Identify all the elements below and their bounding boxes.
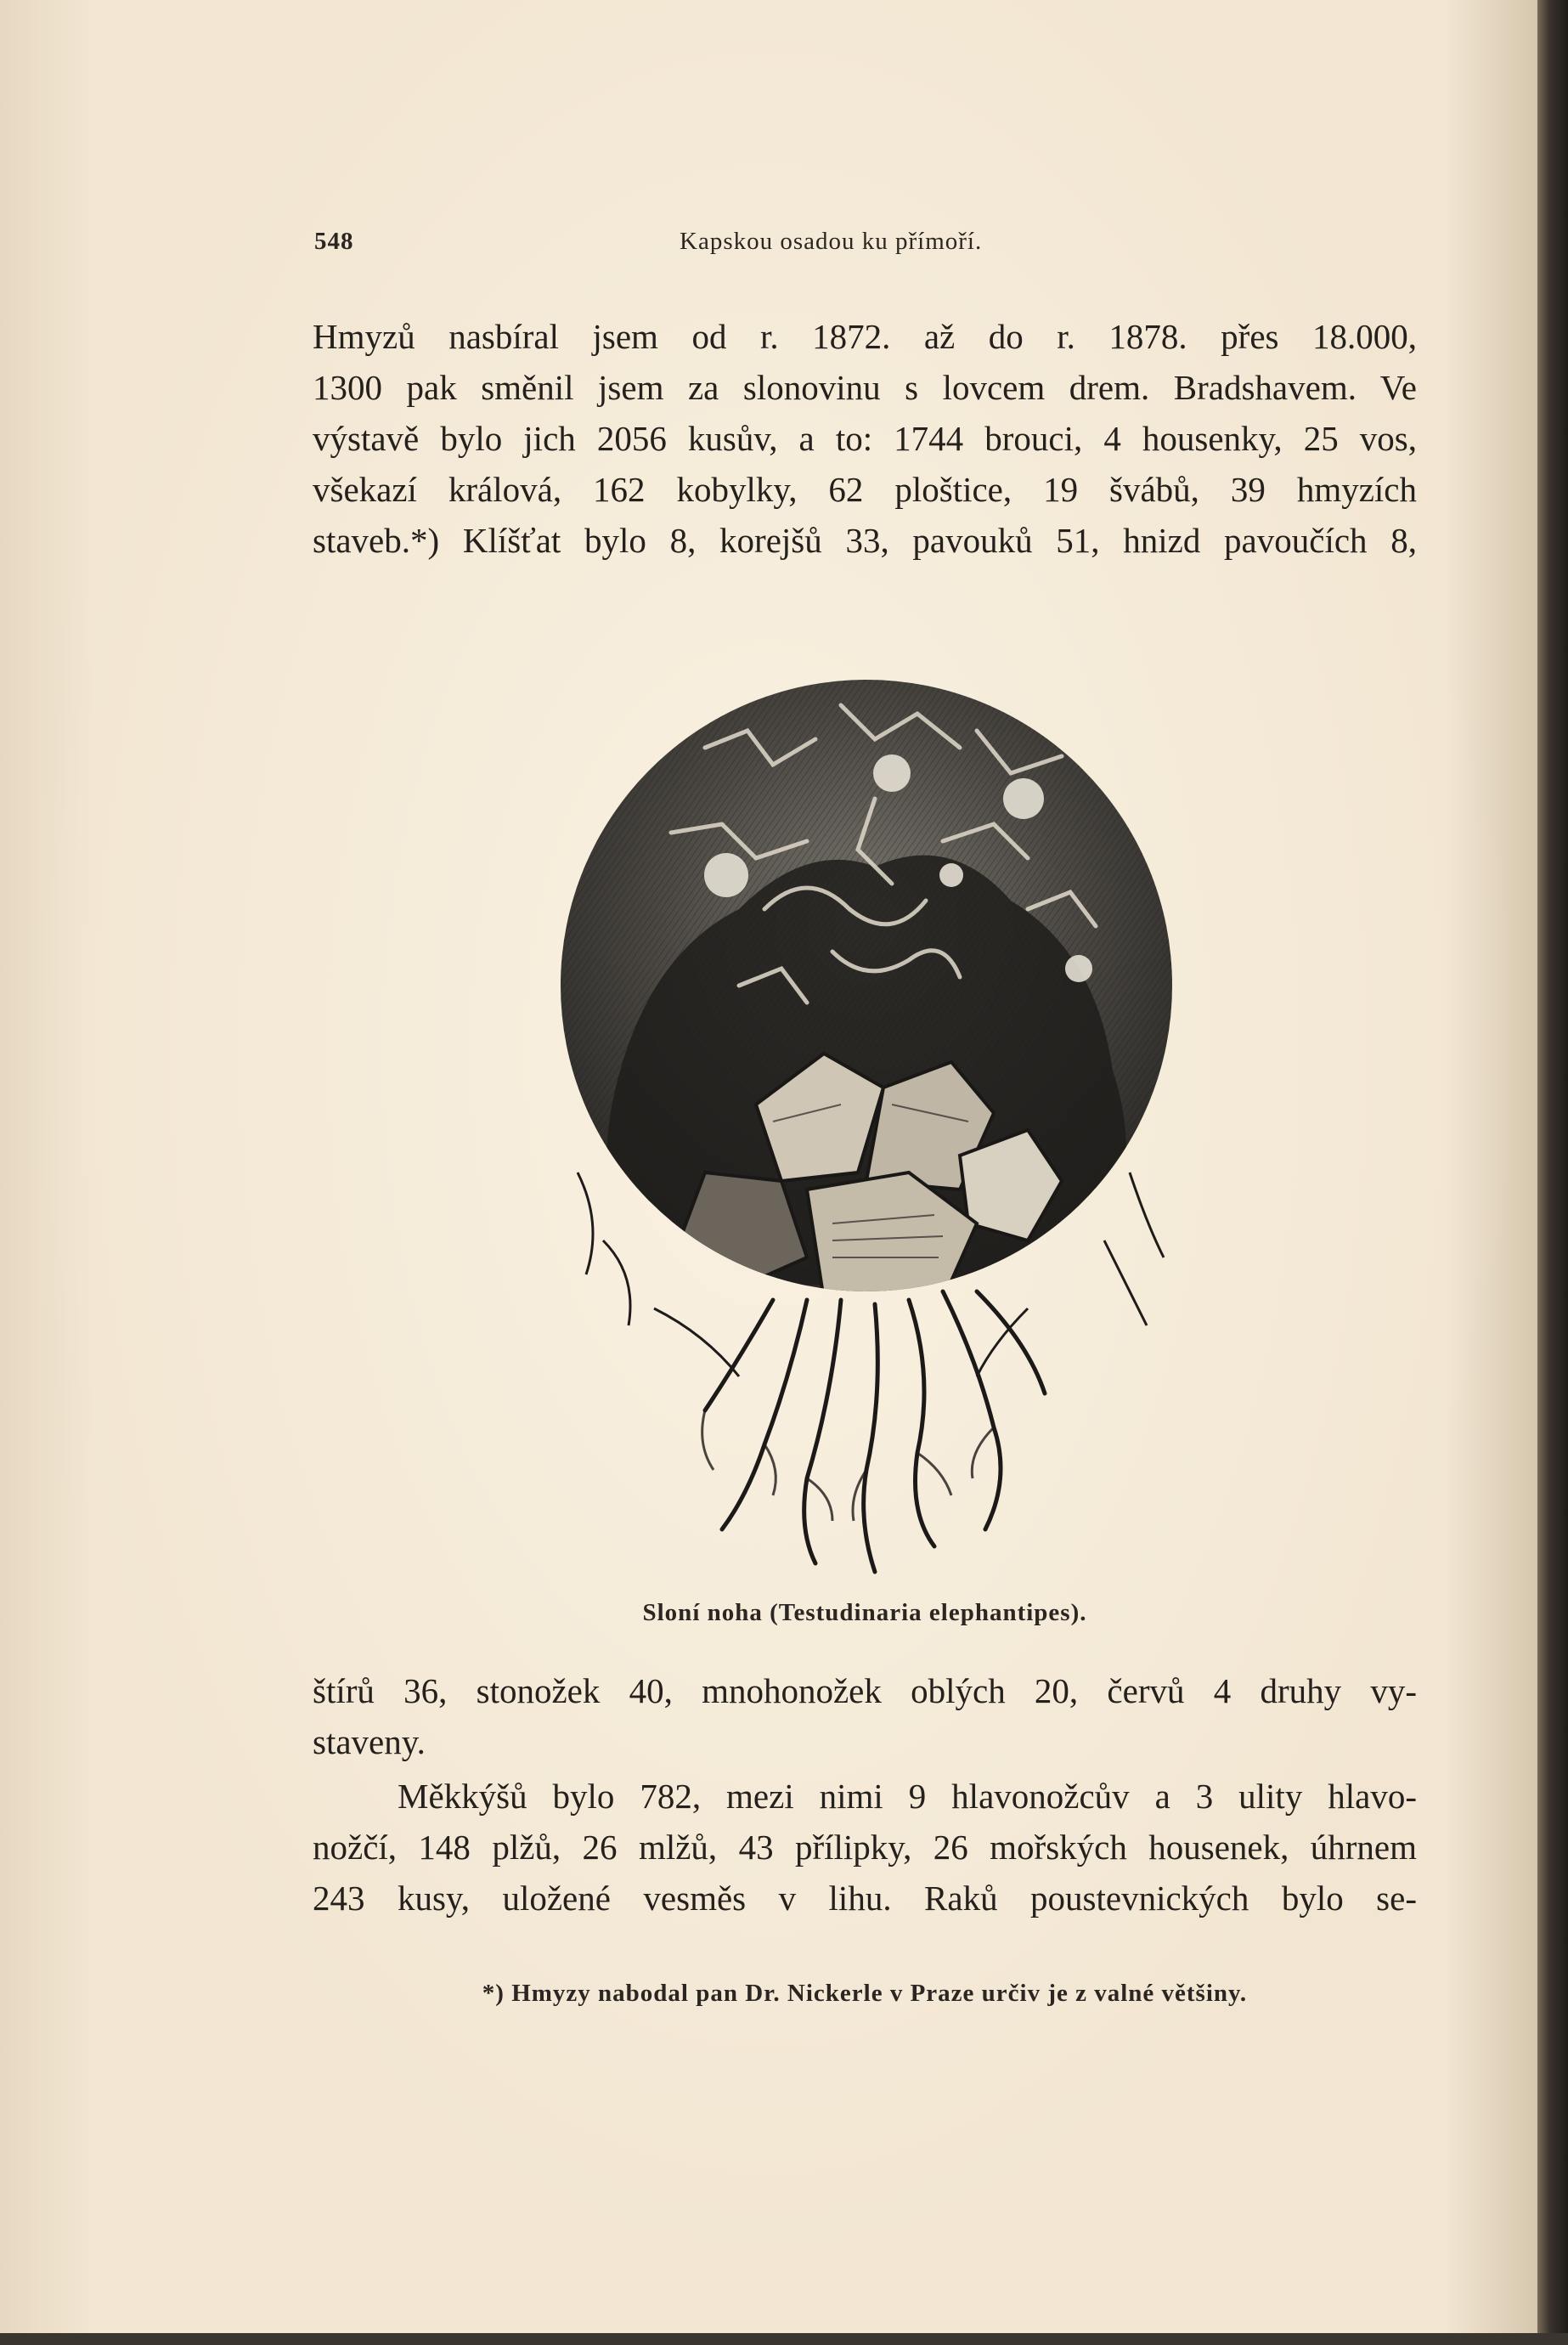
text-line: 1300 pak směnil jsem za slonovinu s lovcem drem. Bradshavem. Ve xyxy=(313,368,1417,407)
footnote: *) Hmyzy nabodal pan Dr. Nickerle v Praze určiv je z valné většiny. xyxy=(482,1980,1248,2007)
page-bottom-edge xyxy=(0,2333,1568,2345)
figure-caption: Sloní noha (Testudinaria elephantipes). xyxy=(642,1599,1087,1626)
elephant-foot-plant-engraving-icon xyxy=(552,629,1181,1589)
paragraph-molluscs xyxy=(313,1771,1417,1924)
paragraph-scorpions xyxy=(313,1665,1417,1767)
running-title: Kapskou osadou ku přímoří. xyxy=(680,228,983,255)
text-line: nožčí, 148 plžů, 26 mlžů, 43 přílipky, 26 mořských housenek, úhrnem xyxy=(313,1828,1417,1867)
text-line: 243 kusy, uložené vesměs v lihu. Raků poustevnických bylo se- xyxy=(313,1879,1417,1918)
text-line: všekazí králová, 162 kobylky, 62 ploštice, 19 švábů, 39 hmyzích xyxy=(313,470,1417,509)
page-number: 548 xyxy=(314,228,354,255)
text-line: výstavě bylo jich 2056 kusův, a to: 1744 brouci, 4 housenky, 25 vos, xyxy=(313,419,1417,458)
text-line: staveny. xyxy=(313,1722,426,1761)
running-head xyxy=(314,228,1419,262)
text-line: Měkkýšů bylo 782, mezi nimi 9 hlavonožcův a 3 ulity hlavo- xyxy=(398,1777,1417,1816)
book-spine xyxy=(1537,0,1568,2345)
paragraph-insects xyxy=(313,311,1417,566)
text-line: štírů 36, stonožek 40, mnohonožek oblých 20, červů 4 druhy vy- xyxy=(313,1671,1417,1710)
text-line: Hmyzů nasbíral jsem od r. 1872. až do r. 1878. přes 18.000, xyxy=(313,317,1417,356)
text-line: staveb.*) Klíšťat bylo 8, korejšů 33, pavouků 51, hnizd pavoučích 8, xyxy=(313,521,1417,560)
